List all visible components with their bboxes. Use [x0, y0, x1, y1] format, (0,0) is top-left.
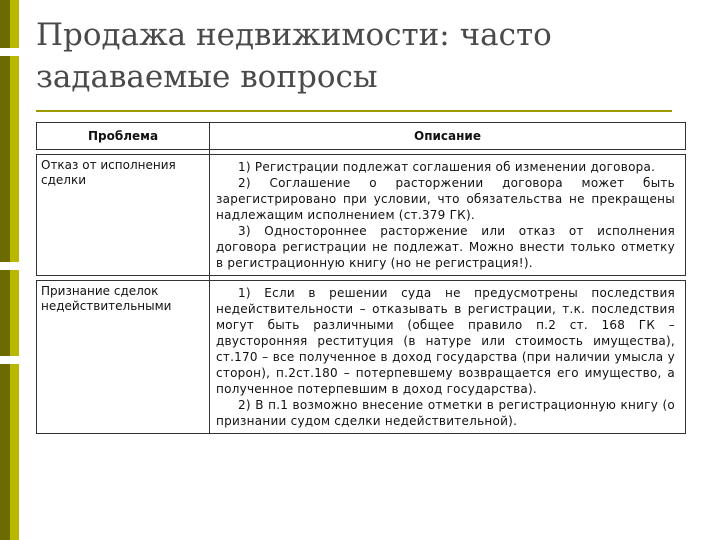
description-paragraph: 2) В п.1 возможно внесение отметки в регистрационную книгу (о признании судом сделки недействительной). [216, 398, 675, 428]
header-description: Описание [210, 123, 686, 150]
description-paragraph: 2) Соглашение о расторжении договора может быть зарегистрировано при условии, что обязательства не прекращены надлежащим исполнением (ст.379 ГК). [216, 176, 675, 222]
description-cell [210, 281, 686, 434]
description-paragraph: 1) Если в решении суда не предусмотрены последствия недействительности – отказывать в регистрации, т.к. последствия могут быть различными (общее правило п.2 ст. 168 ГК – двусторонняя реституция (в натуре или стоимость имущества), ст.170 – все полученное в доход государства (при наличии умысла у сторон), п.2ст.180 – потерпевшему возвращается его имущество, а полученное потерпевшим в доход государства). [216, 286, 675, 396]
description-cell [210, 155, 686, 276]
description-paragraph: 3) Одностороннее расторжение или отказ от исполнения договора регистрации не подлежат. Можно внести только отметку в регистрационную книгу (но не регистрация!). [216, 224, 675, 270]
table-header-row [37, 123, 686, 150]
table-row [37, 155, 686, 276]
slide-title-line-1: Продажа недвижимости: часто [36, 17, 552, 53]
problem-cell: Признание сделок недействительными [37, 281, 210, 434]
side-bar-gap [0, 262, 19, 270]
slide-title-line-2: задаваемые вопросы [36, 59, 378, 95]
side-bar-light [10, 0, 19, 540]
problem-cell: Отказ от исполнения сделки [37, 155, 210, 276]
description-paragraph: 1) Регистрации подлежат соглашения об изменении договора. [238, 160, 656, 174]
title-underline [36, 110, 672, 112]
side-bar-gap [0, 48, 19, 56]
slide-title [36, 14, 676, 98]
header-problem: Проблема [37, 123, 210, 150]
side-bar-dark [0, 0, 10, 540]
faq-table [36, 122, 686, 434]
table-row [37, 281, 686, 434]
side-bar-gap [0, 356, 19, 364]
